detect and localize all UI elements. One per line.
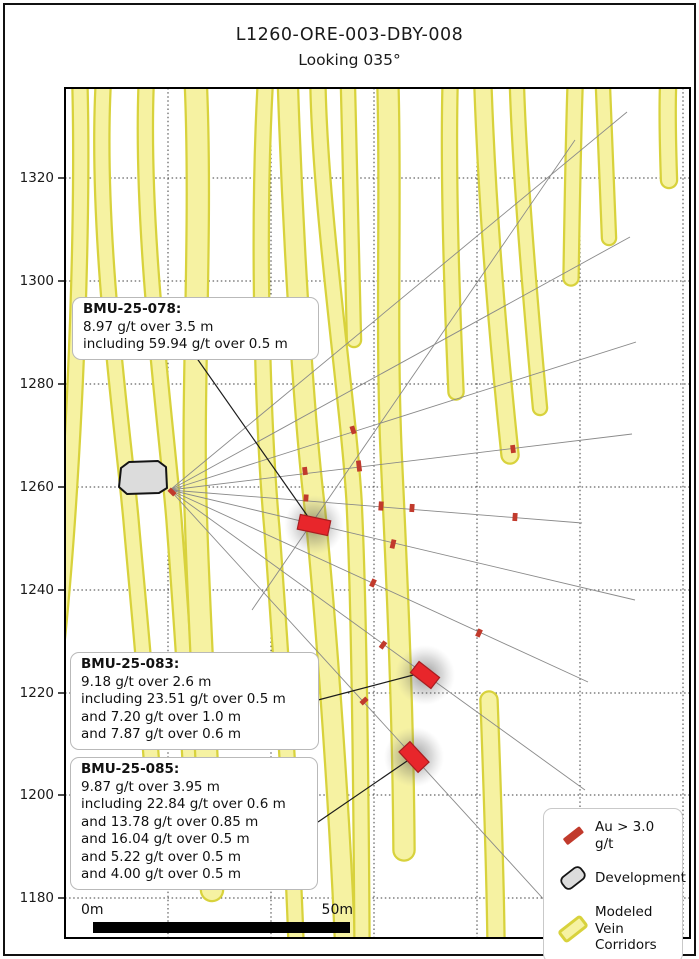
annotation-assay-line: 9.87 g/t over 3.95 m — [81, 778, 220, 795]
annotation-assay-line: 9.18 g/t over 2.6 m — [81, 673, 212, 690]
intercept-marker — [303, 494, 308, 501]
y-tick-1320: 1320 — [19, 170, 54, 186]
y-tick-1240: 1240 — [19, 582, 54, 598]
scalebar-rect — [93, 922, 350, 933]
au-intercept-icon — [556, 821, 590, 851]
annotation-assay-line: and 7.20 g/t over 1.0 m — [81, 708, 242, 725]
annotation-hole-id: BMU-25-078: — [83, 301, 182, 317]
annotation-assay-line: 8.97 g/t over 3.5 m — [83, 318, 214, 335]
legend-item — [556, 904, 672, 954]
y-tick-1260: 1260 — [19, 479, 54, 495]
legend-item — [556, 819, 672, 852]
annotation-assay-line: and 16.04 g/t over 0.5 m — [81, 831, 250, 847]
annotation-hole-id: BMU-25-085: — [81, 761, 180, 777]
intercept-marker — [409, 504, 414, 512]
development-outline — [119, 461, 167, 494]
vein-corridor-icon — [556, 914, 590, 944]
annotation-box-bmu-25-078 — [72, 297, 319, 360]
annotation-assay-line: and 4.00 g/t over 0.5 m — [81, 866, 242, 882]
y-tick-1200: 1200 — [19, 787, 54, 803]
legend-label: Au > 3.0 g/t — [595, 819, 655, 852]
y-tick-1280: 1280 — [19, 376, 54, 392]
legend-box — [543, 808, 686, 959]
annotation-assay-line: including 22.84 g/t over 0.6 m — [81, 796, 286, 812]
annotation-box-bmu-25-085 — [70, 757, 318, 890]
scale-bar — [93, 922, 350, 933]
figure-subtitle: Looking 035° — [298, 50, 401, 69]
intercept-marker — [510, 445, 516, 454]
y-tick-1180: 1180 — [19, 890, 54, 906]
legend-label: Modeled Vein Corridors — [595, 904, 657, 953]
y-tick-1220: 1220 — [19, 685, 54, 701]
development-icon — [556, 863, 590, 893]
annotation-assay-line: and 13.78 g/t over 0.85 m — [81, 813, 259, 830]
annotation-box-bmu-25-083 — [70, 652, 319, 750]
scalebar-label-0m: 0m — [81, 902, 104, 918]
annotation-hole-id: BMU-25-083: — [81, 656, 180, 672]
figure-title: L1260-ORE-003-DBY-008 — [235, 25, 464, 45]
development-drive — [119, 461, 167, 494]
annotation-assay-line: and 7.87 g/t over 0.6 m — [81, 726, 242, 742]
intercept-marker — [369, 578, 377, 587]
legend-item — [556, 863, 686, 893]
intercept-marker — [378, 501, 383, 510]
scalebar-label-50m: 50m — [321, 902, 353, 918]
annotation-assay-line: including 23.51 g/t over 0.5 m — [81, 691, 286, 707]
annotation-assay-line: including 59.94 g/t over 0.5 m — [83, 336, 288, 352]
y-tick-1300: 1300 — [19, 273, 54, 289]
legend-label: Development — [595, 869, 686, 886]
annotation-assay-line: and 5.22 g/t over 0.5 m — [81, 848, 242, 865]
intercept-marker — [512, 513, 517, 521]
intercept-marker — [302, 467, 308, 476]
